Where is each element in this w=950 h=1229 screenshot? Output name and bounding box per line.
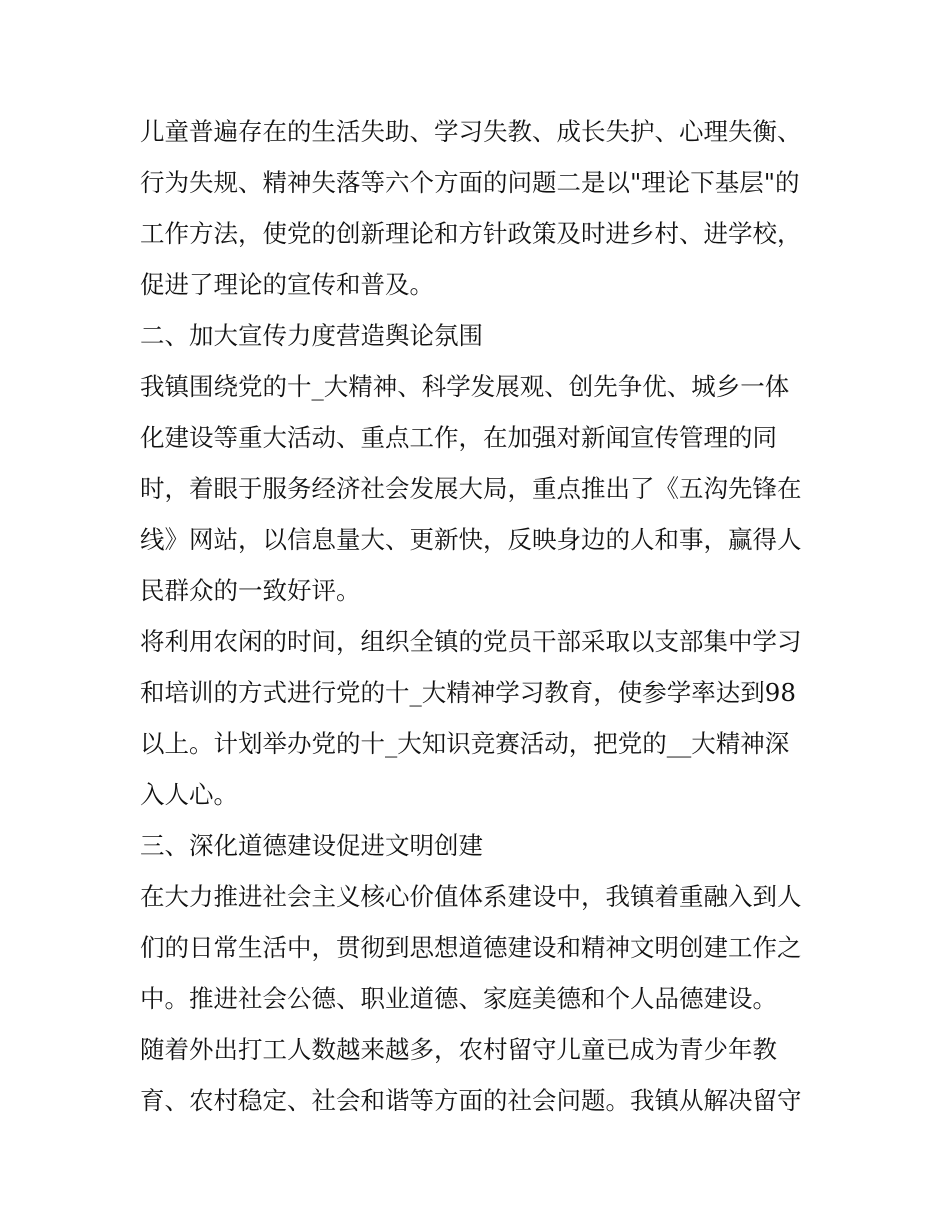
text-line: 和培训的方式进行党的十_大精神学习教育，使参学率达到98 bbox=[140, 678, 796, 707]
body-text bbox=[140, 106, 820, 1126]
section-heading: 三、深化道德建设促进文明创建 bbox=[140, 831, 483, 860]
text-line: 中。推进社会公德、职业道德、家庭美德和个人品德建设。 bbox=[140, 984, 777, 1013]
text-line: 线》网站，以信息量大、更新快，反映身边的人和事，赢得人 bbox=[140, 525, 802, 554]
text-line: 将利用农闲的时间，组织全镇的党员干部采取以支部集中学习 bbox=[140, 627, 802, 656]
text-line: 随着外出打工人数越来越多，农村留守儿童已成为青少年教 bbox=[140, 1035, 777, 1064]
text-line: 时，着眼于服务经济社会发展大局，重点推出了《五沟先锋在 bbox=[140, 474, 802, 503]
text-line: 们的日常生活中，贯彻到思想道德建设和精神文明创建工作之 bbox=[140, 933, 802, 962]
text-line: 儿童普遍存在的生活失助、学习失教、成长失护、心理失衡、 bbox=[140, 117, 802, 146]
text-line: 工作方法，使党的创新理论和方针政策及时进乡村、进学校， bbox=[140, 219, 802, 248]
section-heading: 二、加大宣传力度营造舆论氛围 bbox=[140, 321, 483, 350]
text-line: 入人心。 bbox=[140, 780, 238, 809]
text-line: 以上。计划举办党的十_大知识竞赛活动，把党的__大精神深 bbox=[140, 729, 790, 758]
text-line: 育、农村稳定、社会和谐等方面的社会问题。我镇从解决留守 bbox=[140, 1086, 802, 1115]
text-line: 在大力推进社会主义核心价值体系建设中，我镇着重融入到人 bbox=[140, 882, 802, 911]
text-line: 促进了理论的宣传和普及。 bbox=[140, 270, 434, 299]
text-line: 化建设等重大活动、重点工作，在加强对新闻宣传管理的同 bbox=[140, 423, 777, 452]
text-line: 行为失规、精神失落等六个方面的问题二是以"理论下基层"的 bbox=[140, 168, 800, 197]
text-line: 民群众的一致好评。 bbox=[140, 576, 361, 605]
text-line: 我镇围绕党的十_大精神、科学发展观、创先争优、城乡一体 bbox=[140, 372, 790, 401]
